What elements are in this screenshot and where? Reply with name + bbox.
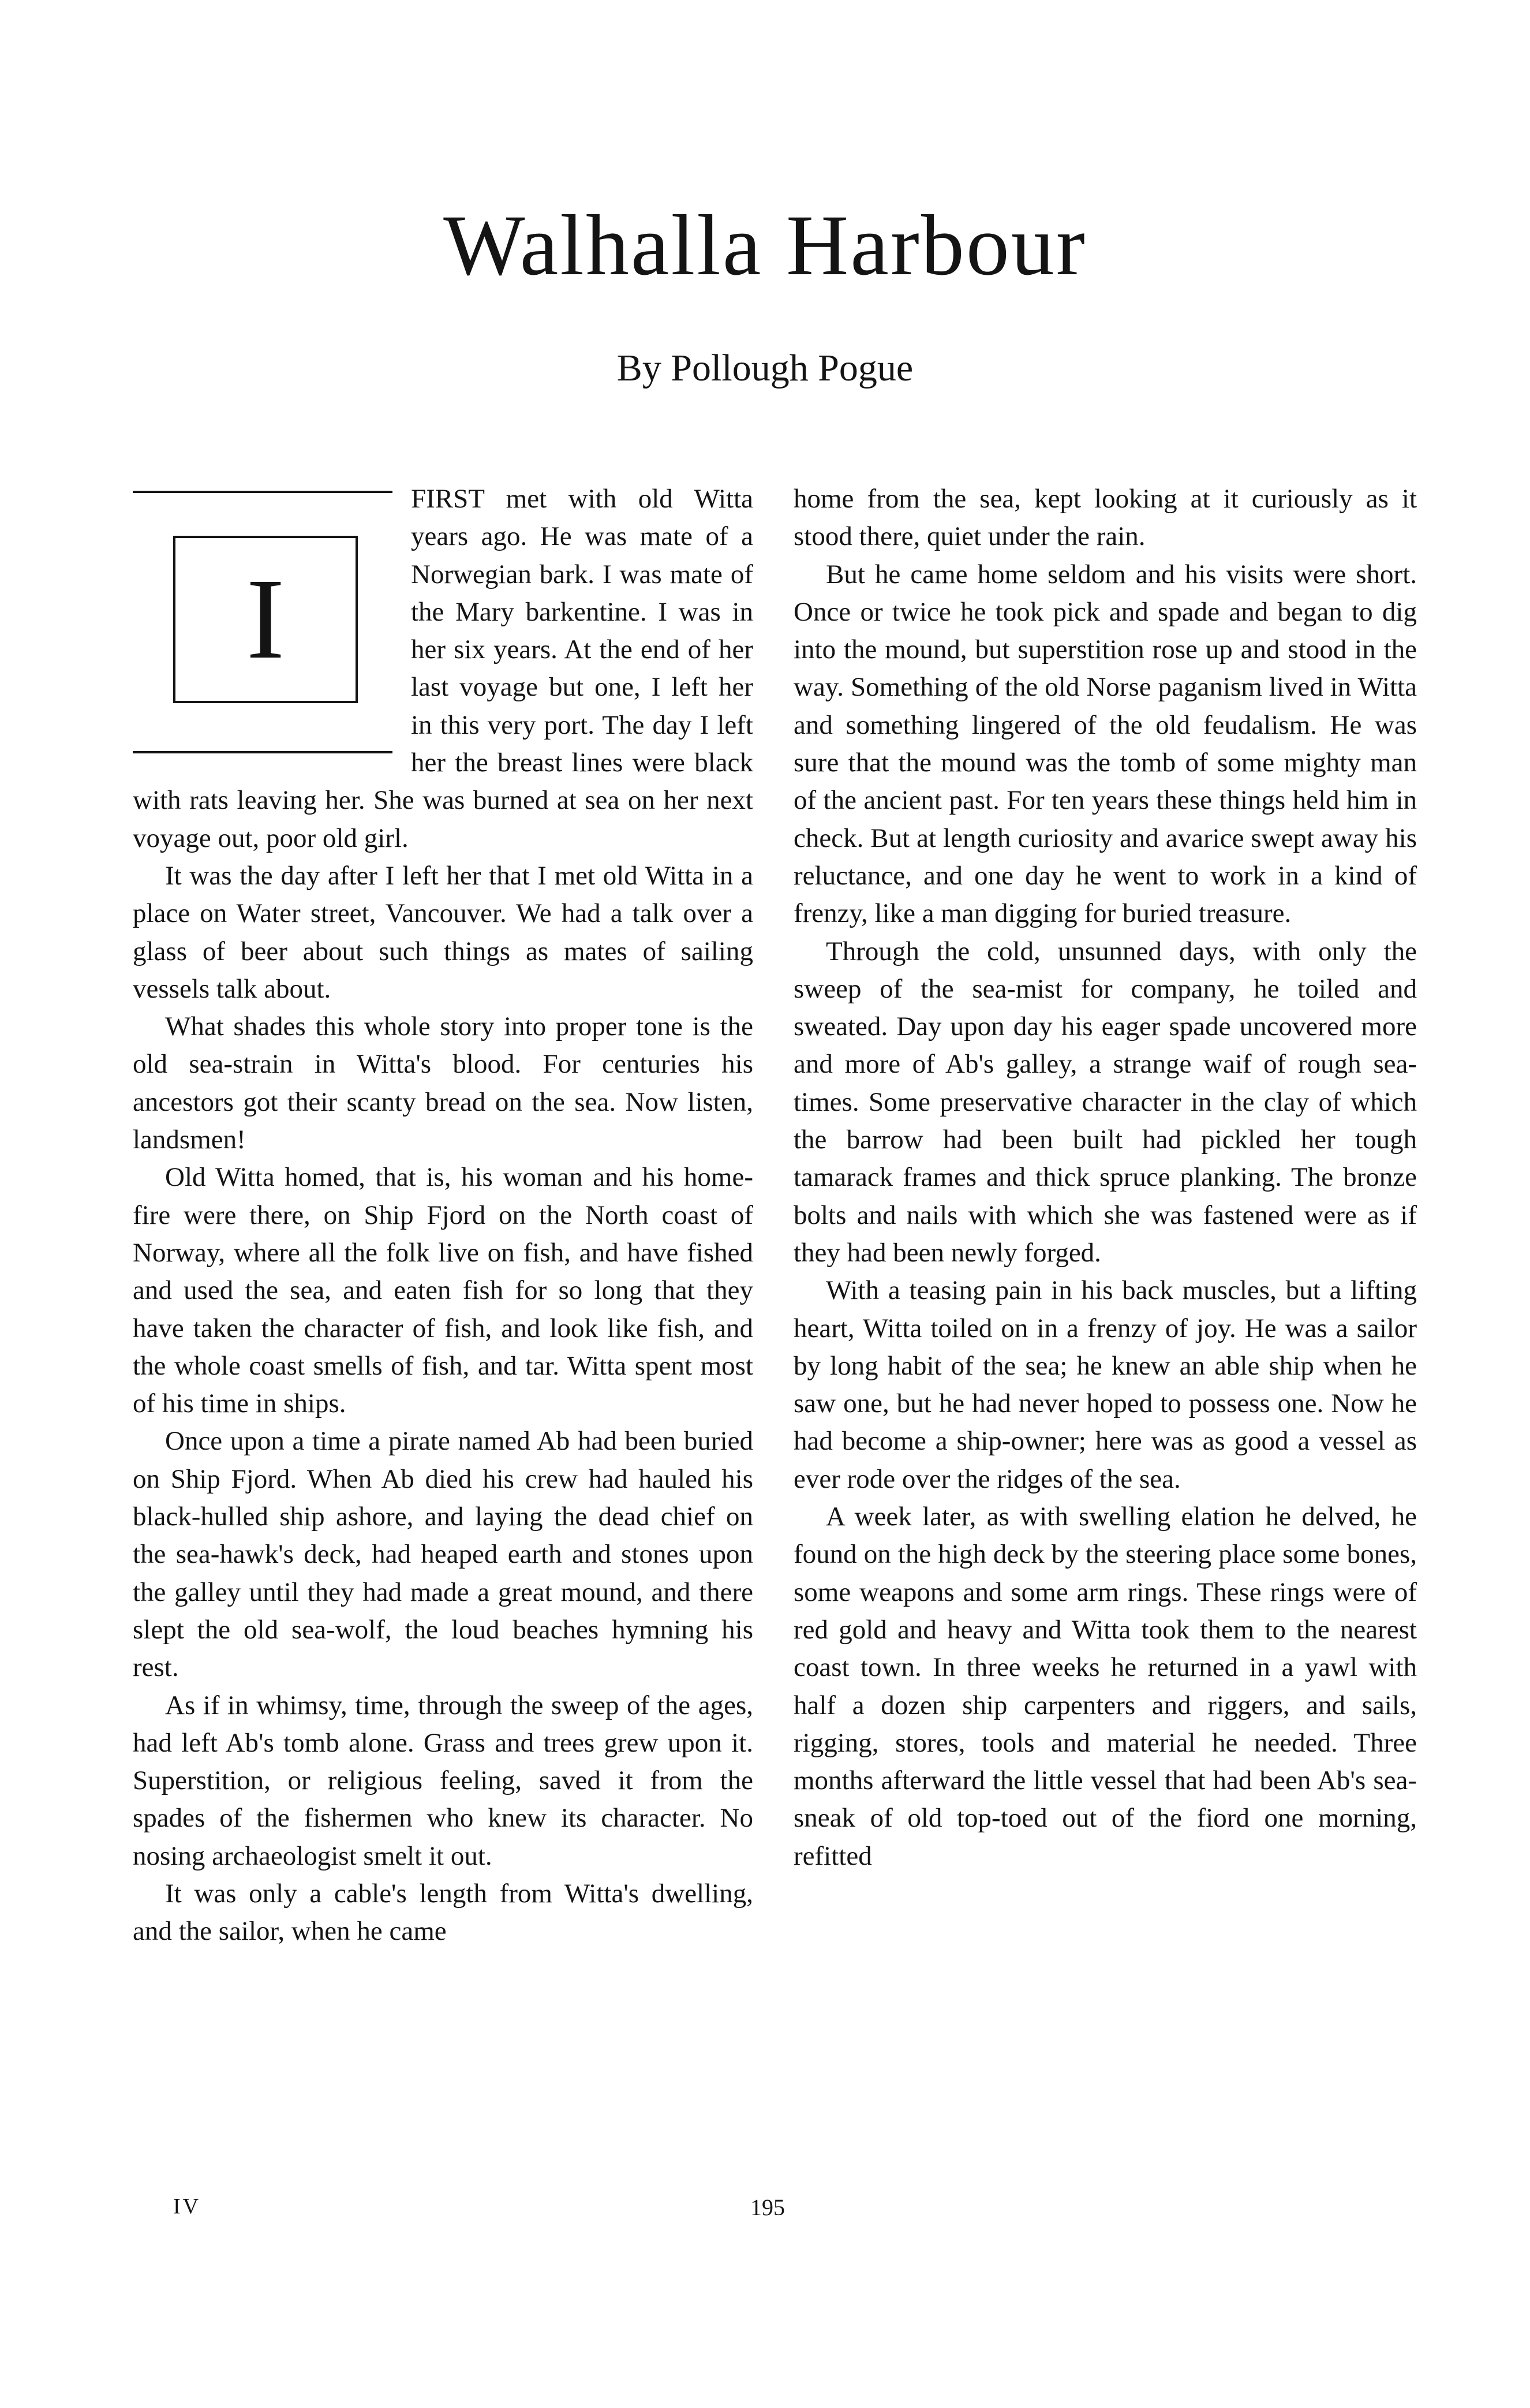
paragraph: It was the day after I left her that I met old Witta in a place on Water street, Vancouver. We had a talk over a glass of beer about such things as mates of sailing vessels talk about. bbox=[133, 860, 753, 1004]
paragraph: As if in whimsy, time, through the sweep of the ages, had left Ab's tomb alone. Grass and trees grew upon it. Superstition, or religious feeling, saved it from the spades of the fishermen who knew its character. No nosing archaeologist smelt it out. bbox=[133, 1690, 753, 1871]
paragraph: It was only a cable's length from Witta's dwelling, and the sailor, when he came bbox=[133, 1878, 753, 1947]
paragraph: FIRST met with old Witta years ago. He was mate of a Norwegian bark. I was mate of the Mary barkentine. I was in her six years. At the end of her last voyage but one, I left her in this very port. The day I left her the breast lines were black with rats leaving her. She was burned at sea on her next voyage out, poor old girl. bbox=[133, 484, 753, 853]
paragraph: Old Witta homed, that is, his woman and his home-fire were there, on Ship Fjord on the North coast of Norway, where all the folk live on fish, and have fished and used the sea, and eaten fish for so long that they have taken the character of fish, and look like fish, and the whole coast smells of fish, and tar. Witta spent most of his time in ships. bbox=[133, 1162, 753, 1419]
paragraph: Through the cold, unsunned days, with only the sweep of the sea-mist for company, he toiled and sweated. Day upon day his eager spade uncovered more and more of Ab's galley, a strange waif of rough sea-times. Some preservative character in the clay of which the barrow had been built had pickled her tough tamarack frames and thick spruce planking. The bronze bolts and nails with which she was fastened were as if they had been newly forged. bbox=[794, 936, 1417, 1268]
drop-cap-inner-box bbox=[173, 536, 358, 703]
paragraph: A week later, as with swelling elation he delved, he found on the high deck by the steering place some bones, some weapons and some arm rings. These rings were of red gold and heavy and Witta took them to the nearest coast town. In three weeks he returned in a yawl with half a dozen ship carpenters and riggers, and sails, rigging, stores, tools and material he needed. Three months afterward the little vessel that had been Ab's sea-sneak of old top-toed out of the fiord one morning, refitted bbox=[794, 1502, 1417, 1871]
signature-mark: IV bbox=[173, 2194, 201, 2219]
right-column bbox=[794, 480, 1417, 1875]
paragraph: Once upon a time a pirate named Ab had been buried on Ship Fjord. When Ab died his crew had hauled his black-hulled ship ashore, and laying the dead chief on the sea-hawk's deck, had heaped earth and stones upon the galley until they had made a great mound, and there slept the old sea-wolf, the loud beaches hymning his rest. bbox=[133, 1426, 753, 1683]
drop-cap-letter: I bbox=[246, 555, 285, 683]
left-column bbox=[133, 480, 753, 1951]
paragraph: home from the sea, kept looking at it curiously as it stood there, quiet under the rain. bbox=[794, 484, 1417, 552]
drop-cap-frame bbox=[133, 484, 392, 755]
paragraph: But he came home seldom and his visits were short. Once or twice he took pick and spade and began to dig into the mound, but superstition rose up and stood in the way. Something of the old Norse paganism lived in Witta and something lingered of the old feudalism. He was sure that the mound was the tomb of some mighty man of the ancient past. For ten years these things held him in check. But at length curiosity and avarice swept away his reluctance, and one day he went to work in a kind of frenzy, like a man digging for buried treasure. bbox=[794, 559, 1417, 929]
article-byline: By Pollough Pogue bbox=[616, 347, 914, 389]
paragraph: What shades this whole story into proper tone is the old sea-strain in Witta's blood. For centuries his ancestors got their scanty bread on the sea. Now listen, landsmen! bbox=[133, 1011, 753, 1155]
paragraph: With a teasing pain in his back muscles, but a lifting heart, Witta toiled on in a frenzy of joy. He was a sailor by long habit of the sea; he knew an able ship when he saw one, but he had never hoped to possess one. Now he had become a ship-owner; here was as good a vessel as ever rode over the ridges of the sea. bbox=[794, 1275, 1417, 1494]
article-title: Walhalla Harbour bbox=[443, 197, 1087, 293]
page-number: 195 bbox=[750, 2194, 785, 2220]
